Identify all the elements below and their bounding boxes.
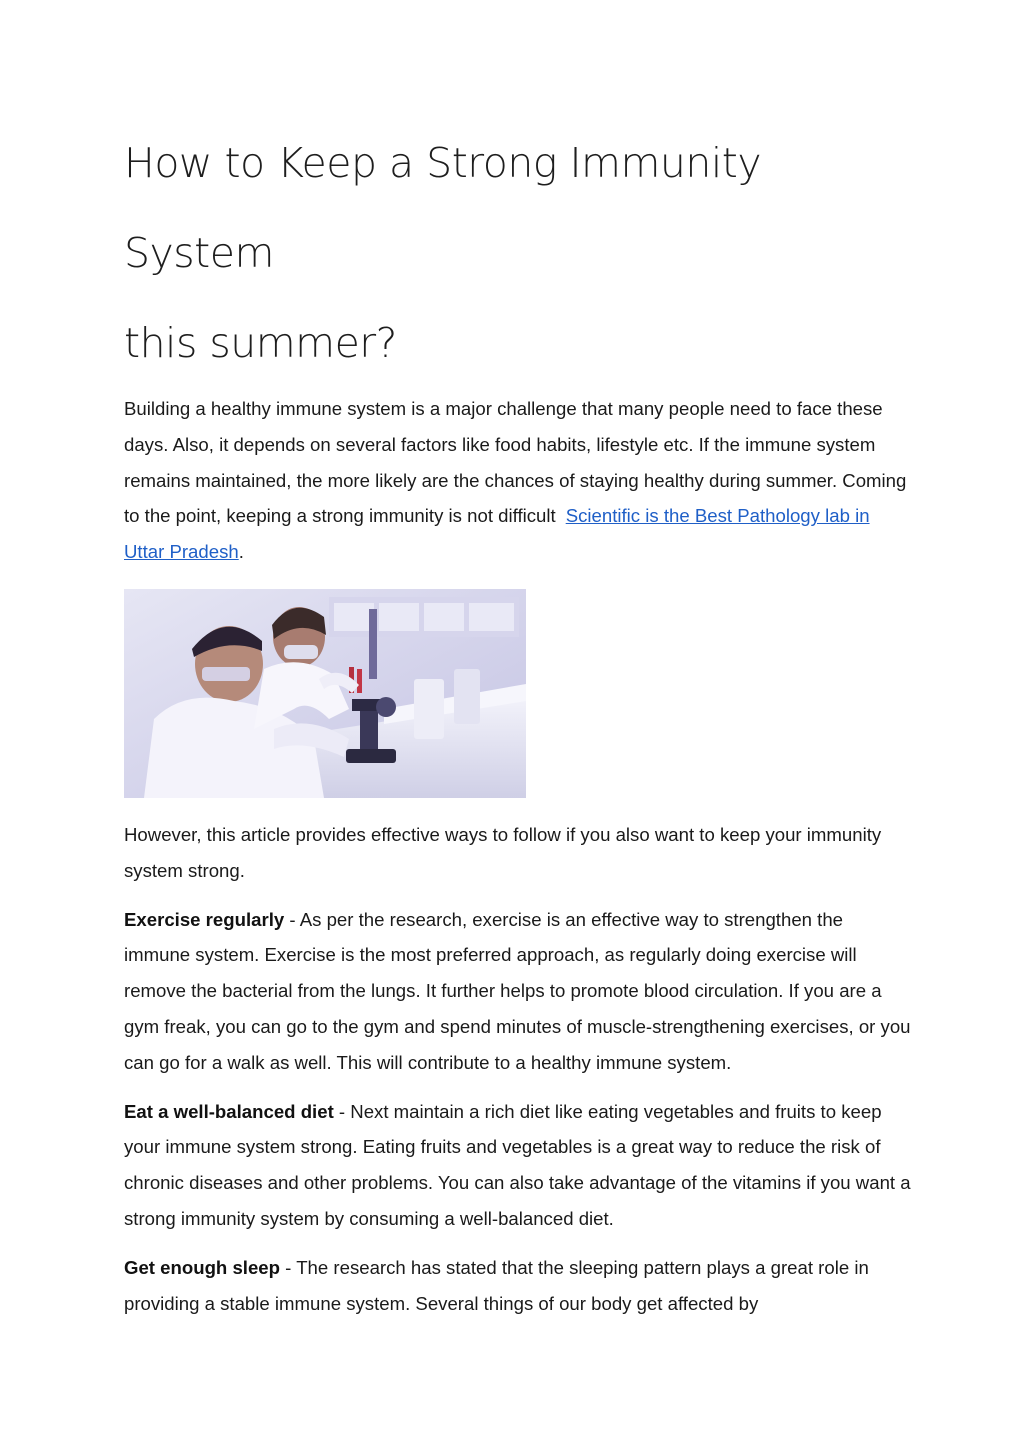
lab-photo-illustration [124, 589, 526, 798]
section-exercise-text: - As per the research, exercise is an effective way to strengthen the immune system. Exercise is the most preferred approach, as regularly doing exercise will remove the bacterial from the lungs. It further helps to promote blood circulation. If you are a gym freak, you can go to the gym and spend minutes of muscle-strengthening exercises, or you can go for a walk as well. This will contribute to a healthy immune system. [124, 908, 911, 1073]
section-diet [124, 1094, 914, 1237]
pathology-lab-link[interactable]: Scientific is the Best Pathology lab in Uttar Pradesh [124, 505, 870, 563]
section-diet-heading: Eat a well-balanced diet [124, 1100, 334, 1122]
section-sleep-heading: Get enough sleep [124, 1256, 281, 1278]
section-exercise [124, 902, 914, 1081]
page-title-line-2: this summer? [124, 319, 397, 367]
section-exercise-heading: Exercise regularly [124, 908, 285, 930]
intro-text: Building a healthy immune system is a major challenge that many people need to face these days. Also, it depends on several factors like food habits, lifestyle etc. If the immune system remains maintained, the more likely are the chances of staying healthy during summer. Coming to the point, keeping a strong immunity is not difficult [124, 398, 907, 527]
section-sleep-text: - The research has stated that the sleeping pattern plays a great role in providing a stable immune system. Several things of our body get affected by [124, 1256, 869, 1314]
document-page [124, 118, 914, 1321]
section-sleep [124, 1250, 914, 1322]
page-title-line-1: How to Keep a Strong Immunity System [124, 139, 762, 277]
lab-photo [124, 589, 526, 798]
article-intro-paragraph: However, this article provides effective ways to follow if you also want to keep your immunity system strong. [124, 823, 882, 881]
page-title [124, 118, 914, 388]
section-diet-text: - Next maintain a rich diet like eating vegetables and fruits to keep your immune system strong. Eating fruits and vegetables is a great way to reduce the risk of chronic diseases and other problems. You can also take advantage of the vitamins if you want a strong immunity system by consuming a well-balanced diet. [124, 1100, 911, 1229]
intro-after-link: . [238, 541, 244, 563]
intro-paragraph [124, 391, 914, 570]
